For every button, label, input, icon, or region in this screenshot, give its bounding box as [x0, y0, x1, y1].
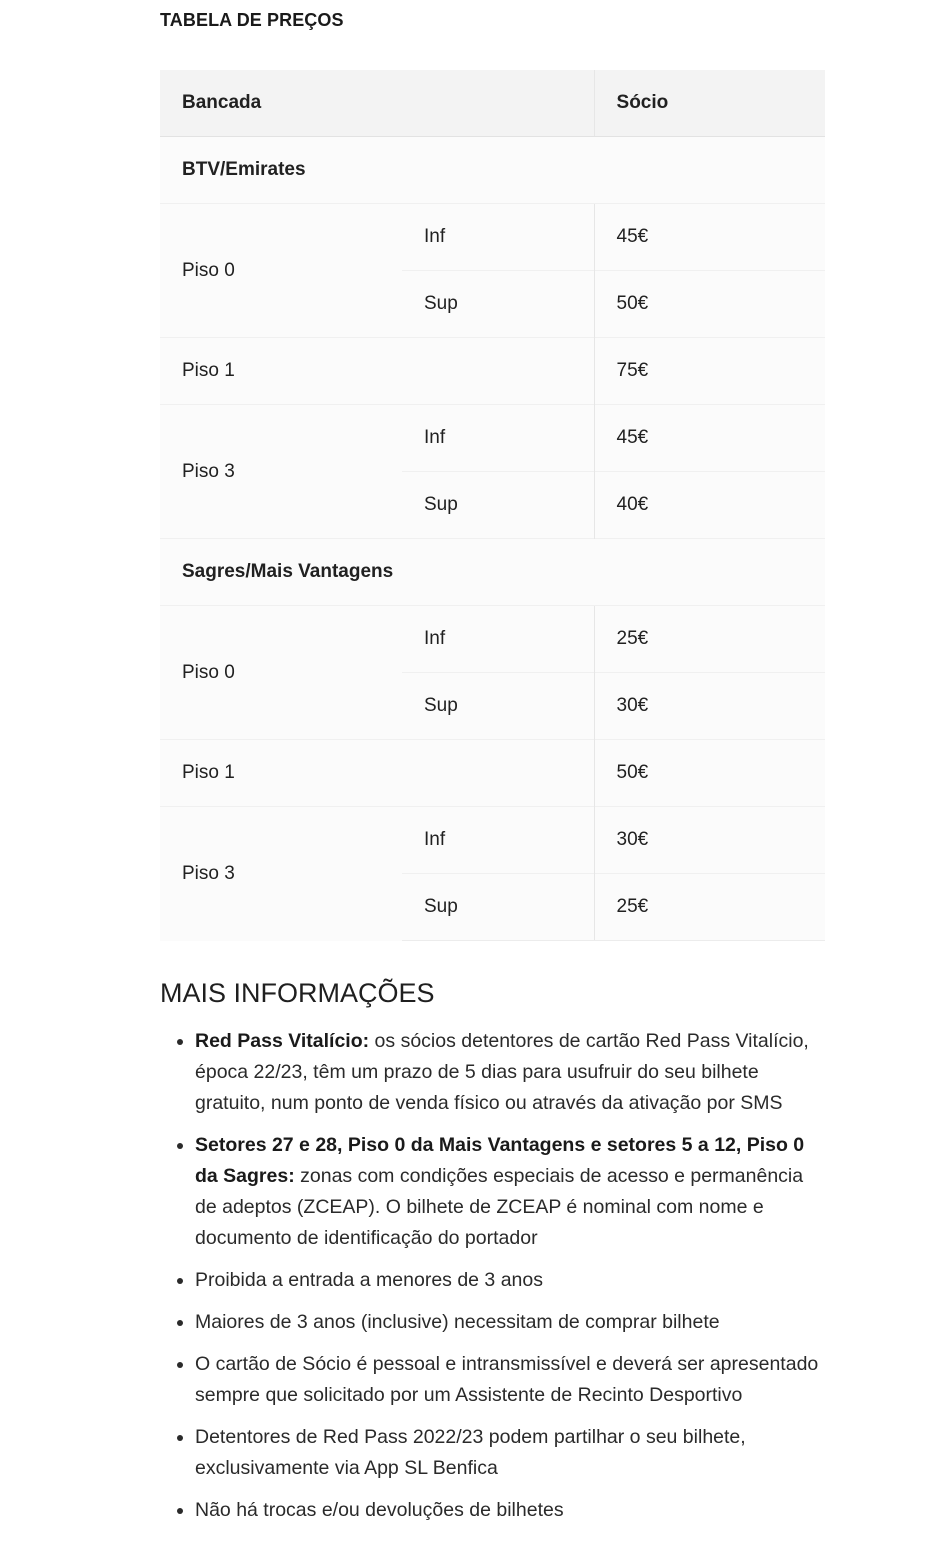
more-info-list [160, 1026, 828, 1537]
price-cell: 40€ [594, 472, 825, 539]
table-row [160, 606, 825, 673]
floor-label: Piso 1 [160, 338, 594, 405]
list-item-text: Não há trocas e/ou devoluções de bilhetes [195, 1499, 564, 1521]
level-label: Sup [402, 271, 594, 338]
list-item [195, 1026, 828, 1119]
level-label: Sup [402, 472, 594, 539]
price-cell: 50€ [594, 740, 825, 807]
level-label: Sup [402, 673, 594, 740]
list-item-bold: Red Pass Vitalício: [195, 1030, 370, 1052]
list-item [195, 1307, 828, 1338]
list-item-text: os sócios detentores de cartão Red Pass Vitalício, época 22/23, têm um prazo de 5 dias para usufruir do seu bilhete gratuito, num ponto de venda físico ou através da ativação por SMS [195, 1030, 809, 1114]
table-row [160, 338, 825, 405]
table-row [160, 204, 825, 271]
group-name: BTV/Emirates [160, 137, 825, 204]
level-label: Inf [402, 405, 594, 472]
floor-label: Piso 0 [160, 606, 402, 740]
group-row [160, 539, 825, 606]
price-table [160, 70, 825, 941]
list-item-text: zonas com condições especiais de acesso e permanência de adeptos (ZCEAP). O bilhete de ZCEAP é nominal com nome e documento de identificação do portador [195, 1165, 804, 1249]
level-label: Inf [402, 606, 594, 673]
table-row [160, 740, 825, 807]
header-member: Sócio [594, 70, 825, 137]
more-info-title: MAIS INFORMAÇÕES [160, 978, 435, 1008]
price-cell: 45€ [594, 405, 825, 472]
floor-label: Piso 1 [160, 740, 594, 807]
price-cell: 50€ [594, 271, 825, 338]
price-cell: 45€ [594, 204, 825, 271]
list-item-bold: Setores 27 e 28, Piso 0 da Mais Vantagens e setores 5 a 12, Piso 0 da Sagres: [195, 1134, 805, 1187]
price-cell: 25€ [594, 874, 825, 941]
level-label: Inf [402, 807, 594, 874]
list-item [195, 1495, 828, 1526]
price-cell: 30€ [594, 673, 825, 740]
list-item-text: Proibida a entrada a menores de 3 anos [195, 1269, 543, 1291]
header-stand: Bancada [160, 70, 594, 137]
list-item [195, 1130, 828, 1254]
level-label: Sup [402, 874, 594, 941]
group-name: Sagres/Mais Vantagens [160, 539, 825, 606]
table-row [160, 405, 825, 472]
floor-label: Piso 3 [160, 405, 402, 539]
list-item [195, 1265, 828, 1296]
floor-label: Piso 0 [160, 204, 402, 338]
list-item [195, 1422, 828, 1484]
level-label: Inf [402, 204, 594, 271]
table-header-row [160, 70, 825, 137]
list-item-text: O cartão de Sócio é pessoal e intransmissível e deverá ser apresentado sempre que solicitado por um Assistente de Recinto Desportivo [195, 1353, 819, 1406]
price-cell: 30€ [594, 807, 825, 874]
price-cell: 25€ [594, 606, 825, 673]
group-row [160, 137, 825, 204]
price-table-title: TABELA DE PREÇOS [160, 10, 344, 30]
list-item-text: Maiores de 3 anos (inclusive) necessitam de comprar bilhete [195, 1311, 720, 1333]
list-item [195, 1349, 828, 1411]
table-row [160, 807, 825, 874]
list-item-text: Detentores de Red Pass 2022/23 podem partilhar o seu bilhete, exclusivamente via App SL Benfica [195, 1426, 746, 1479]
price-cell: 75€ [594, 338, 825, 405]
floor-label: Piso 3 [160, 807, 402, 941]
